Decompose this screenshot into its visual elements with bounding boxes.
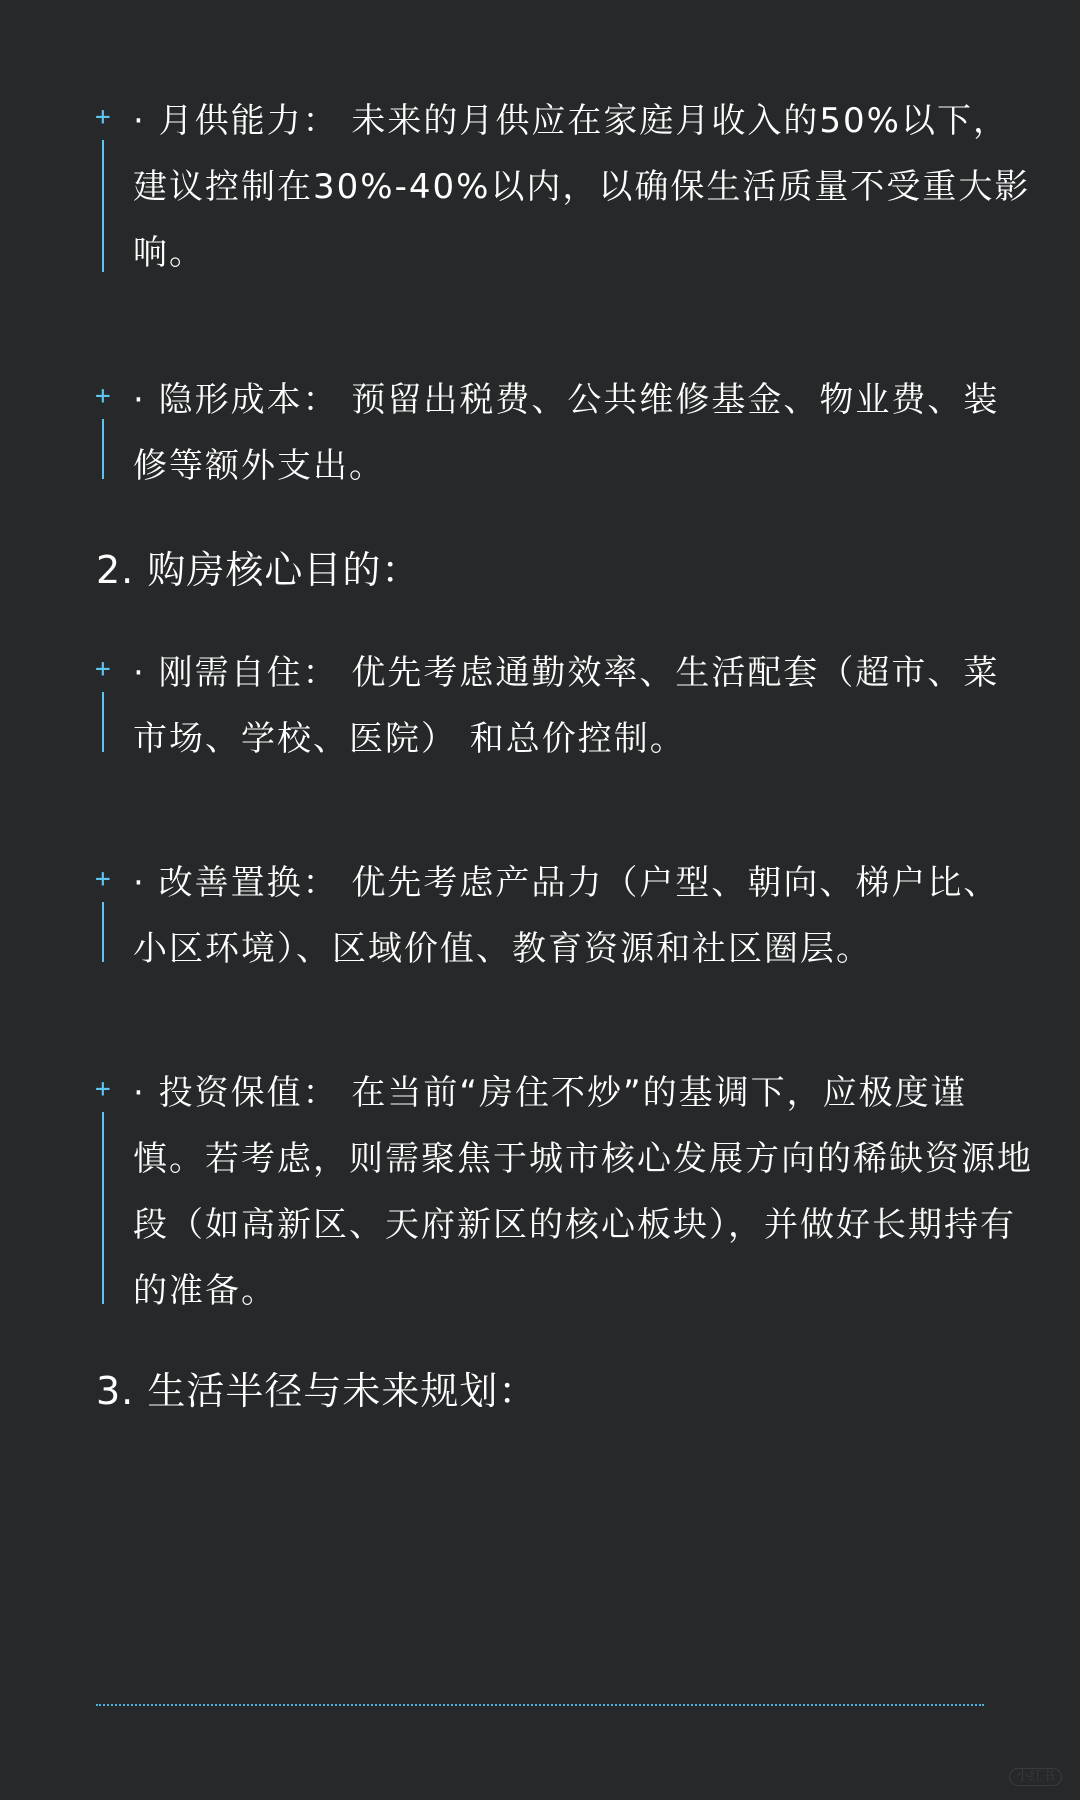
plus-icon: + bbox=[95, 102, 111, 132]
section-heading-life-radius: 3. 生活半径与未来规划： bbox=[96, 1369, 538, 1413]
accent-bar bbox=[102, 902, 104, 962]
bullet-text: · 改善置换： 优先考虑产品力（户型、朝向、梯户比、小区环境）、区域价值、教育资源和社区圈层。 bbox=[133, 863, 1000, 969]
watermark-logo: 小红书 bbox=[1009, 1768, 1062, 1786]
plus-icon: + bbox=[95, 864, 111, 894]
plus-icon: + bbox=[95, 654, 111, 684]
section-heading-purpose: 2. 购房核心目的： bbox=[96, 548, 421, 592]
bullet-text: · 月供能力： 未来的月供应在家庭月收入的50%以下，建议控制在30%-40%以内，以确保生活质量不受重大影响。 bbox=[133, 101, 1031, 273]
bullet-text: · 隐形成本： 预留出税费、公共维修基金、物业费、装修等额外支出。 bbox=[133, 380, 1000, 486]
accent-bar bbox=[102, 692, 104, 752]
accent-bar bbox=[102, 419, 104, 479]
accent-bar bbox=[102, 1112, 104, 1304]
bullet-text: · 刚需自住： 优先考虑通勤效率、生活配套（超市、菜市场、学校、医院） 和总价控制。 bbox=[133, 653, 1000, 759]
bullet-text: · 投资保值： 在当前“房住不炒”的基调下，应极度谨慎。若考虑，则需聚焦于城市核心发展方向的稀缺资源地段（如高新区、天府新区的核心板块），并做好长期持有的准备。 bbox=[133, 1073, 1033, 1311]
plus-icon: + bbox=[95, 1074, 111, 1104]
plus-icon: + bbox=[95, 381, 111, 411]
accent-bar bbox=[102, 140, 104, 272]
dotted-divider bbox=[96, 1704, 984, 1706]
